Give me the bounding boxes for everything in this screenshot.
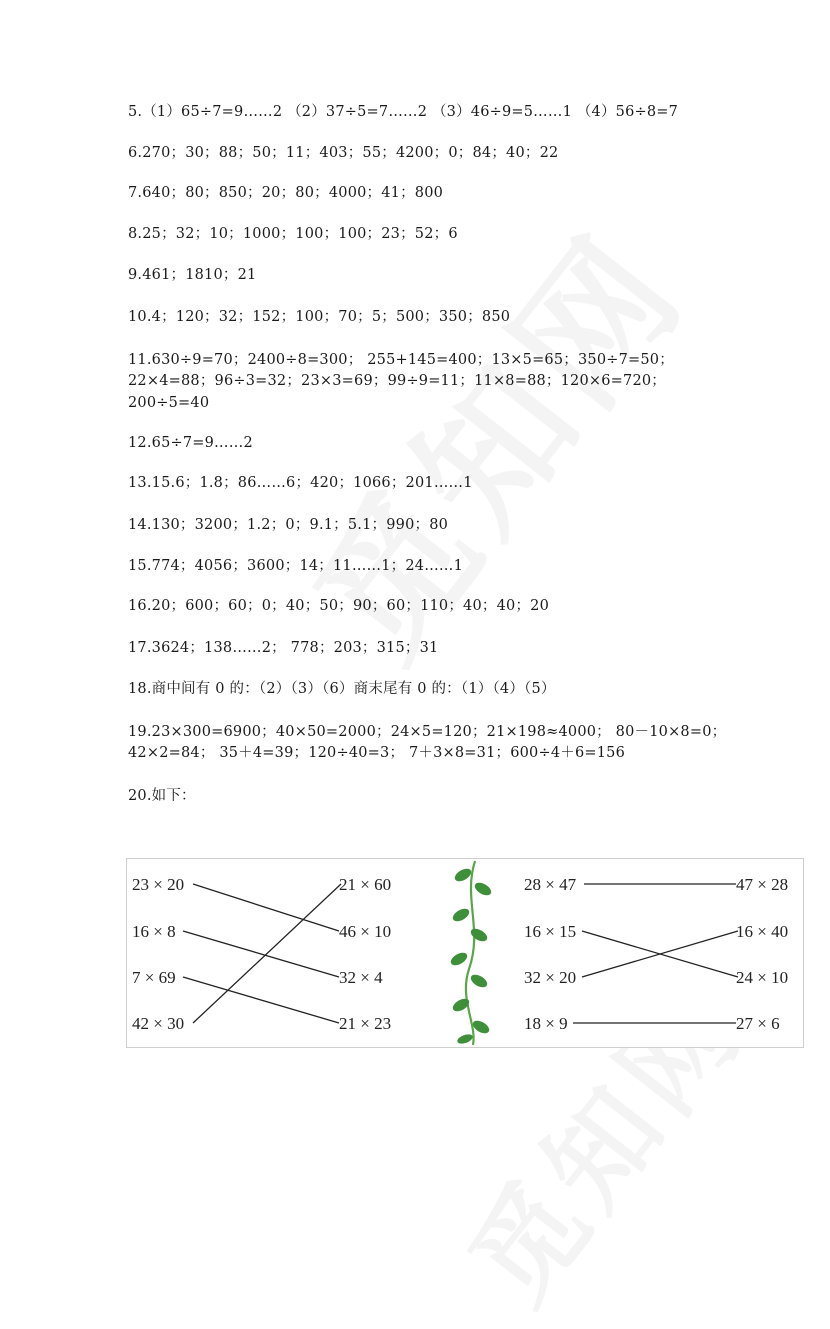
left-target-2: 46 × 10 — [339, 922, 392, 941]
left-target-1: 21 × 60 — [339, 875, 392, 894]
answer-line-16: 16.20；600；60；0；40；50；90；60；110；40；40；20 — [128, 598, 549, 614]
left-label-1: 23 × 20 — [132, 875, 185, 894]
left-match-lines — [183, 884, 341, 1023]
answer-line-5: 5.（1）65÷7=9……2 （2）37÷5=7……2 （3）46÷9=5……1 （4）56÷8=7 — [128, 104, 679, 120]
answer-line-12: 12.65÷7=9……2 — [128, 435, 253, 451]
answer-line-7: 7.640；80；850；20；80；4000；41；800 — [128, 185, 444, 201]
left-label-3: 7 × 69 — [132, 968, 176, 987]
answer-line-6: 6.270；30；88；50；11；403；55；4200；0；84；40；22 — [128, 145, 559, 161]
left-target-3: 32 × 4 — [339, 968, 383, 987]
match-line — [183, 931, 339, 977]
answer-line-11b: 22×4=88；96÷3=32；23×3=69；99÷9=11；11×8=88；120×6=720； — [128, 373, 667, 389]
matching-figure — [126, 858, 804, 1048]
answer-line-15: 15.774；4056；3600；14；11……1；24……1 — [128, 558, 464, 574]
right-target-4: 27 × 6 — [736, 1014, 780, 1033]
answer-line-11c: 200÷5=40 — [128, 395, 210, 411]
match-line — [193, 884, 339, 931]
answer-line-17: 17.3624；138……2； 778；203；315；31 — [128, 640, 439, 656]
answer-line-19a: 19.23×300=6900；40×50=2000；24×5=120；21×198≈4000； 80－10×8=0； — [128, 724, 727, 740]
answer-line-20: 20.如下： — [128, 788, 196, 804]
watermark — [257, 182, 723, 693]
right-label-2: 16 × 15 — [524, 922, 577, 941]
answer-line-9: 9.461；1810；21 — [128, 267, 257, 283]
answer-line-14: 14.130；3200；1.2；0；9.1；5.1；990；80 — [128, 517, 449, 533]
answer-line-13: 13.15.6；1.8；86……6；420；1066；201……1 — [128, 475, 473, 491]
left-target-4: 21 × 23 — [339, 1014, 392, 1033]
right-target-2: 16 × 40 — [736, 922, 789, 941]
right-target-3: 24 × 10 — [736, 968, 789, 987]
answer-line-10: 10.4；120；32；152；100；70；5；500；350；850 — [128, 309, 511, 325]
right-match-lines — [573, 884, 738, 1023]
answer-line-8: 8.25；32；10；1000；100；100；23；52；6 — [128, 226, 458, 242]
right-label-3: 32 × 20 — [524, 968, 577, 987]
answer-line-19b: 42×2=84； 35＋4=39；120÷40=3； 7＋3×8=31；600÷4＋6=156 — [128, 745, 625, 761]
answer-line-18: 18.商中间有 0 的：（2）（3）（6）商末尾有 0 的：（1）（4）（5） — [128, 681, 556, 697]
match-line — [183, 977, 339, 1023]
left-label-4: 42 × 30 — [132, 1014, 185, 1033]
right-target-1: 47 × 28 — [736, 875, 789, 894]
right-label-4: 18 × 9 — [524, 1014, 568, 1033]
left-label-2: 16 × 8 — [132, 922, 176, 941]
answer-line-11a: 11.630÷9=70；2400÷8=300； 255+145=400；13×5=65；350÷7=50； — [128, 352, 674, 368]
matching-figure-svg — [127, 859, 803, 1047]
vine-icon — [449, 861, 494, 1045]
right-label-1: 28 × 47 — [524, 875, 577, 894]
